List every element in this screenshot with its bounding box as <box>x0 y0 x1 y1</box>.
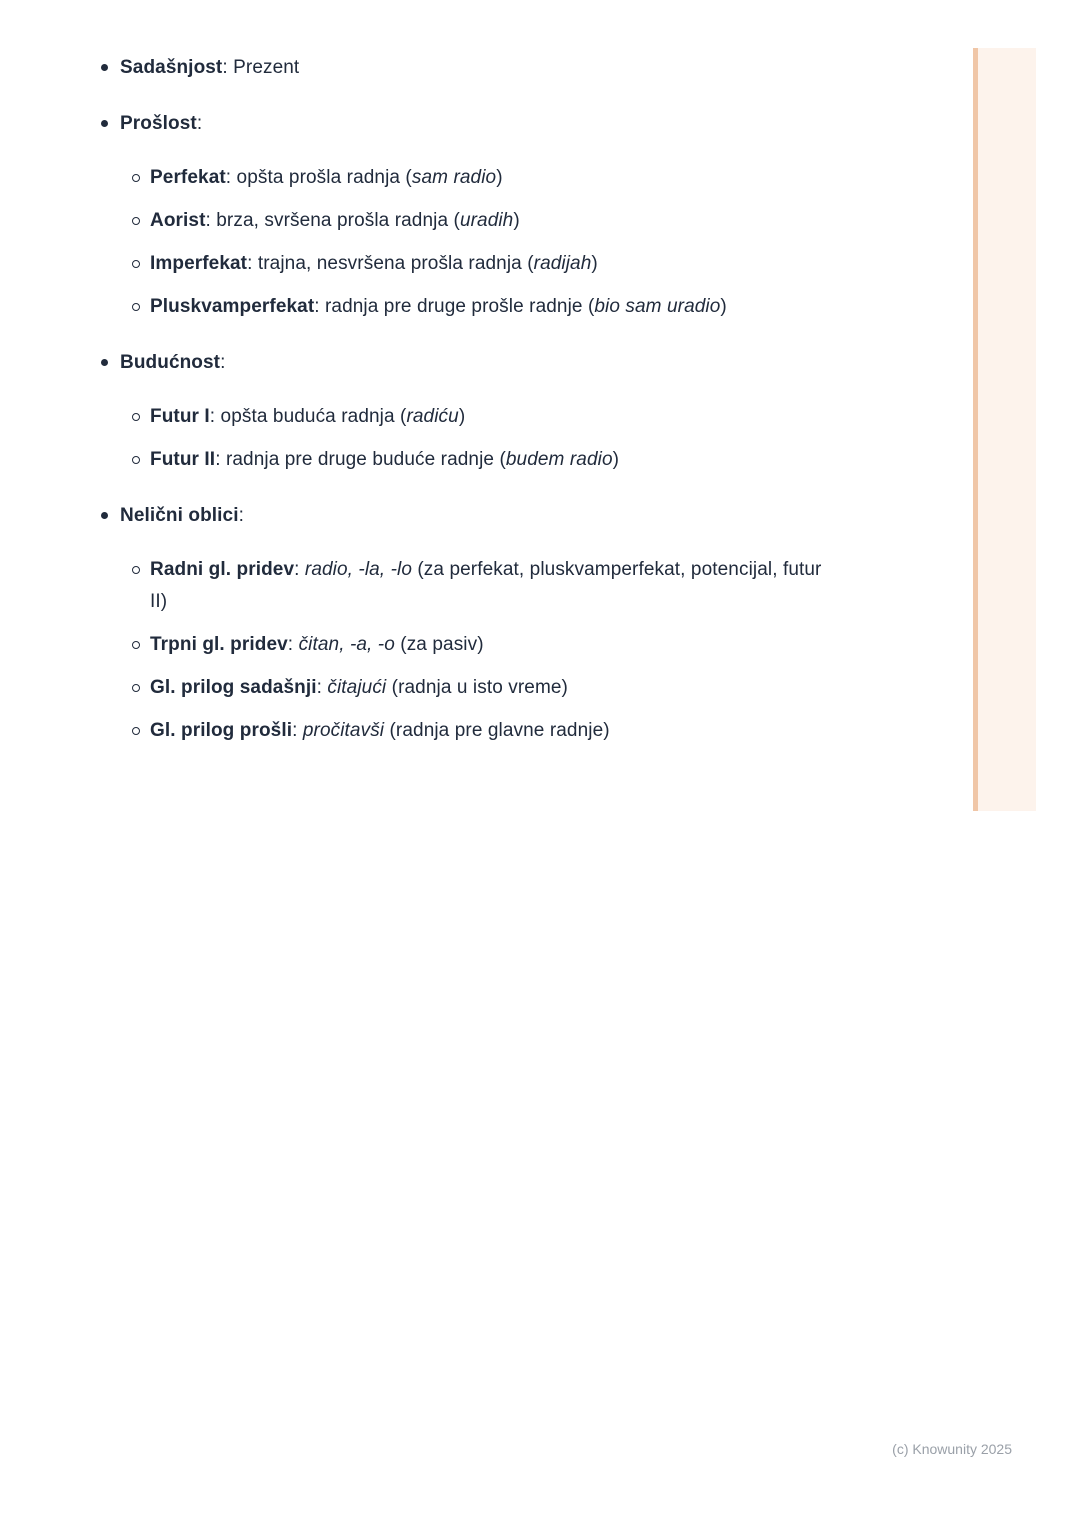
list-item-gl-prilog-prosli <box>120 715 840 747</box>
list-item-futur-2 <box>120 444 840 476</box>
term-text: Radni gl. pridev <box>150 559 295 580</box>
list-item-futur-1 <box>120 401 840 433</box>
sublist-buducnost <box>120 401 840 476</box>
body-text: : <box>287 634 299 655</box>
suffix-text: (radnja u isto vreme) <box>386 677 568 698</box>
list-item-nelicni-oblici <box>0 500 840 747</box>
list-item-perfekat <box>120 162 840 194</box>
term-text: Perfekat <box>150 167 226 188</box>
term-text: Imperfekat <box>150 253 248 274</box>
copyright-text: (c) Knowunity 2025 <box>892 1441 1012 1457</box>
body-text: : radnja pre druge prošle radnje ( <box>314 296 595 317</box>
list-item-trpni-gl-pridev <box>120 629 840 661</box>
document-list <box>0 52 840 747</box>
suffix-text: ) <box>458 406 466 427</box>
term-text: Sadašnjost <box>120 57 223 78</box>
body-text: : <box>292 720 303 741</box>
body-text: : radnja pre druge buduće radnje ( <box>215 449 506 470</box>
example-text: sam radio <box>411 167 497 188</box>
suffix-text: (za pasiv) <box>394 634 484 655</box>
example-text: budem radio <box>505 449 613 470</box>
list-item-gl-prilog-sadasnji <box>120 672 840 704</box>
example-text: radijah <box>533 253 592 274</box>
body-text: : Prezent <box>222 57 300 78</box>
list-item-pluskvamperfekat <box>120 291 840 323</box>
term-text: Futur I <box>150 406 210 427</box>
example-text: pročitavši <box>302 720 385 741</box>
accent-bar <box>973 48 1036 811</box>
body-text: : trajna, nesvršena prošla radnja ( <box>247 253 534 274</box>
body-text: : <box>196 113 203 134</box>
term-text: Prošlost <box>120 113 197 134</box>
list-item-sadasnjost <box>0 52 840 84</box>
list-item-aorist <box>120 205 840 237</box>
list-item-proslost <box>0 108 840 323</box>
example-text: radio, -la, -lo <box>304 559 412 580</box>
list-item-imperfekat <box>120 248 840 280</box>
body-text: : brza, svršena prošla radnja ( <box>205 210 460 231</box>
suffix-text: (radnja pre glavne radnje) <box>384 720 610 741</box>
term-text: Pluskvamperfekat <box>150 296 315 317</box>
term-text: Trpni gl. pridev <box>150 634 288 655</box>
example-text: čitan, -a, -o <box>298 634 395 655</box>
term-text: Gl. prilog prošli <box>150 720 293 741</box>
example-text: bio sam uradio <box>594 296 721 317</box>
example-text: čitajući <box>327 677 387 698</box>
example-text: radiću <box>406 406 459 427</box>
document-body <box>0 52 840 771</box>
suffix-text: ) <box>612 449 620 470</box>
body-text: : <box>220 352 226 373</box>
list-item-buducnost <box>0 347 840 476</box>
body-text: : opšta prošla radnja ( <box>225 167 412 188</box>
suffix-text: ) <box>496 167 503 188</box>
example-text: uradih <box>459 210 514 231</box>
body-text: : opšta buduća radnja ( <box>209 406 407 427</box>
body-text: : <box>294 559 305 580</box>
term-text: Gl. prilog sadašnji <box>150 677 317 698</box>
term-text: Futur II <box>150 449 216 470</box>
suffix-text: ) <box>513 210 520 231</box>
suffix-text: (za perfekat, pluskvamperfekat, potencijal, futur II) <box>150 559 822 612</box>
suffix-text: ) <box>591 253 598 274</box>
body-text: : <box>316 677 328 698</box>
term-text: Aorist <box>150 210 206 231</box>
term-text: Budućnost <box>120 352 221 373</box>
suffix-text: ) <box>720 296 727 317</box>
sublist-proslost <box>120 162 840 323</box>
sublist-nelicni-oblici <box>120 554 840 747</box>
term-text: Nelični oblici <box>120 505 239 526</box>
list-item-radni-gl-pridev <box>120 554 840 618</box>
body-text: : <box>238 505 244 526</box>
